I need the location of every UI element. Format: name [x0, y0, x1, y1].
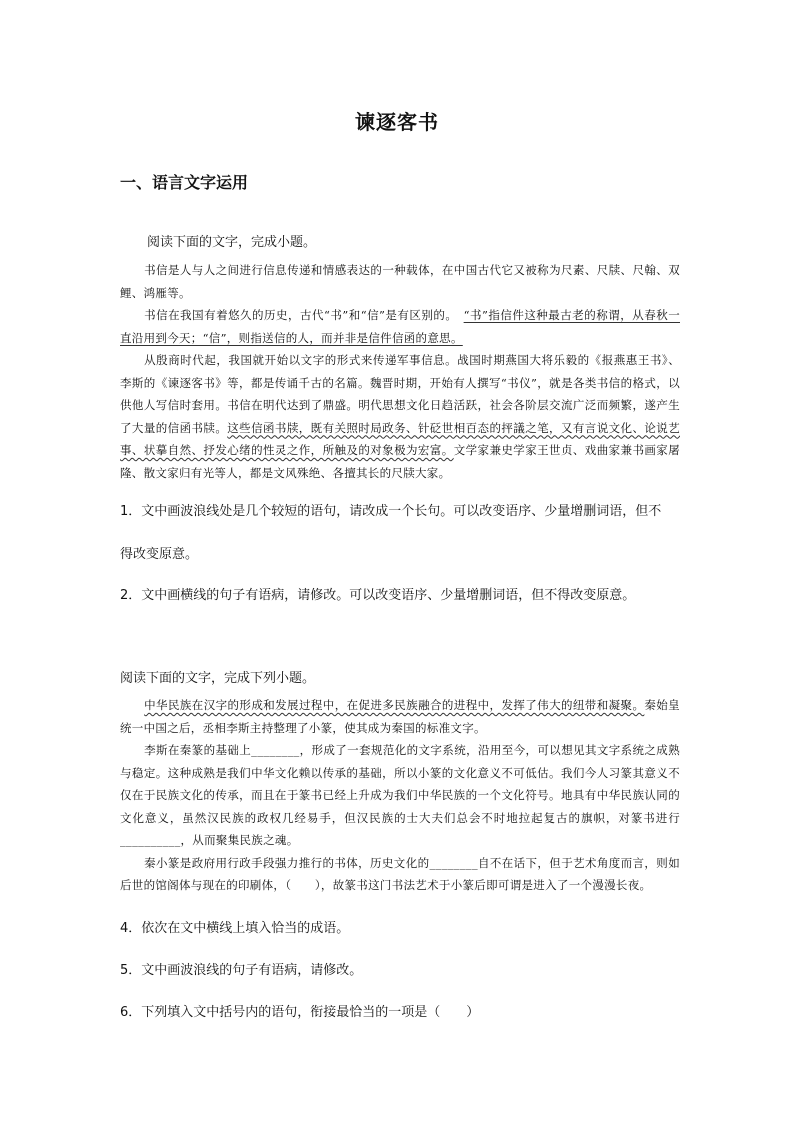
question-5: 5．文中画波浪线的句子有语病，请修改。 [120, 963, 363, 978]
passage-2-paragraph-1-tail: 秦始皇统一中国之后，丞相李斯主持整理了小篆，使其成为秦国的标准文字。 [120, 698, 680, 735]
passage-2-paragraph-3: 秦小篆是政府用行政手段强力推行的书体，历史文化的________自不在话下，但于艺术角度而言，则如后世的馆阁体与现在的印刷体，（ ），故篆书这门书法艺术于小篆后即可谓是进入了一个漫漫长夜。 [120, 855, 680, 892]
section2-intro: 阅读下面的文字，完成下列小题。 [120, 671, 316, 686]
section-heading: 一、语言文字运用 [120, 173, 249, 192]
question-4: 4．依次在文中横线上填入恰当的成语。 [120, 921, 350, 936]
passage-2-paragraph-2: 李斯在秦篆的基础上________，形成了一套规范化的文字系统，沿用至今，可以想见其文字系统之成熟与稳定。这种成熟是我们中华文化赖以传承的基础，所以小篆的文化意义不可低估。我们今人习篆其意义不仅在于民族文化的传承，而且在于篆书已经上升成为我们中华民族的一个文化符号。地具有中华民族认同的文化意义，虽然汉民族的政权几经易手，但汉民族的士大夫们总会不时地拉起复古的旗帜，对篆书进行__________，从而聚集民族之魂。 [120, 743, 680, 847]
paragraph-3-plain: 从殷商时代起，我国就开始以文字的形式来传递军事信息。战国时期燕国大将乐毅的《报燕惠王书》、李斯的《谏逐客书》等，都是传诵千古的名篇。魏晋时期，开始有人撰写“书仪”，就是各类书信的格式，以供他人写信时套用。书信在明代达到了鼎盛。明代思想文化日趋活跃，社会各阶层交流广泛而频繁，遂产生了大量的信函书牍。 [120, 353, 680, 435]
passage-1-paragraph-1: 书信是人与人之间进行信息传递和情感表达的一种载体，在中国古代它又被称为尺素、尺牍、尺翰、双鲤、鸿雁等。 [120, 263, 680, 300]
document-title: 谏逐客书 [355, 110, 439, 134]
question-6: 6．下列填入文中括号内的语句，衔接最恰当的一项是（ ） [120, 1005, 480, 1020]
question-2: 2．文中画横线的句子有语病，请修改。可以改变语序、少量增删词语，但不得改变原意。 [120, 588, 636, 603]
paragraph-2-plain: 书信在我国有着悠久的历史，古代“书”和“信”是有区别的。 [144, 308, 452, 322]
passage-1 [120, 259, 680, 484]
passage-1-paragraph-2 [120, 304, 680, 349]
underlined-sentence: “书”指信件这种最古老的称谓，从春秋一直沿用到今天；“信”，则指送信的人，而并非是信件信函的意思。 [120, 308, 680, 345]
wavy-underlined-sentence: 这些信函书牍，既有关照时局政务、针砭世相百态的抨議之笔，又有言说文化、论说艺事、状摹自然、抒发心绪的性灵之作，所触及的对象极为宏富。 [120, 420, 680, 457]
question-1-line-2: 得改变原意。 [120, 547, 199, 562]
paragraph-3-tail: 文学家兼史学家王世贞、戏曲家兼书画家屠隆、散文家归有光等人，都是文风殊绝、各擅其长的尺牍大家。 [120, 443, 680, 480]
section1-intro: 阅读下面的文字，完成小题。 [147, 235, 317, 250]
wavy-underlined-sentence-2: 中华民族在汉字的形成和发展过程中，在促进多民族融合的进程中，发挥了伟大的纽带和凝聚。 [144, 698, 645, 712]
passage-2 [120, 694, 680, 897]
question-1-line-1: 1．文中画波浪线处是几个较短的语句，请改成一个长句。可以改变语序、少量增删词语，但不 [120, 504, 662, 519]
passage-2-paragraph-1 [120, 694, 680, 739]
passage-1-paragraph-3 [120, 349, 680, 484]
